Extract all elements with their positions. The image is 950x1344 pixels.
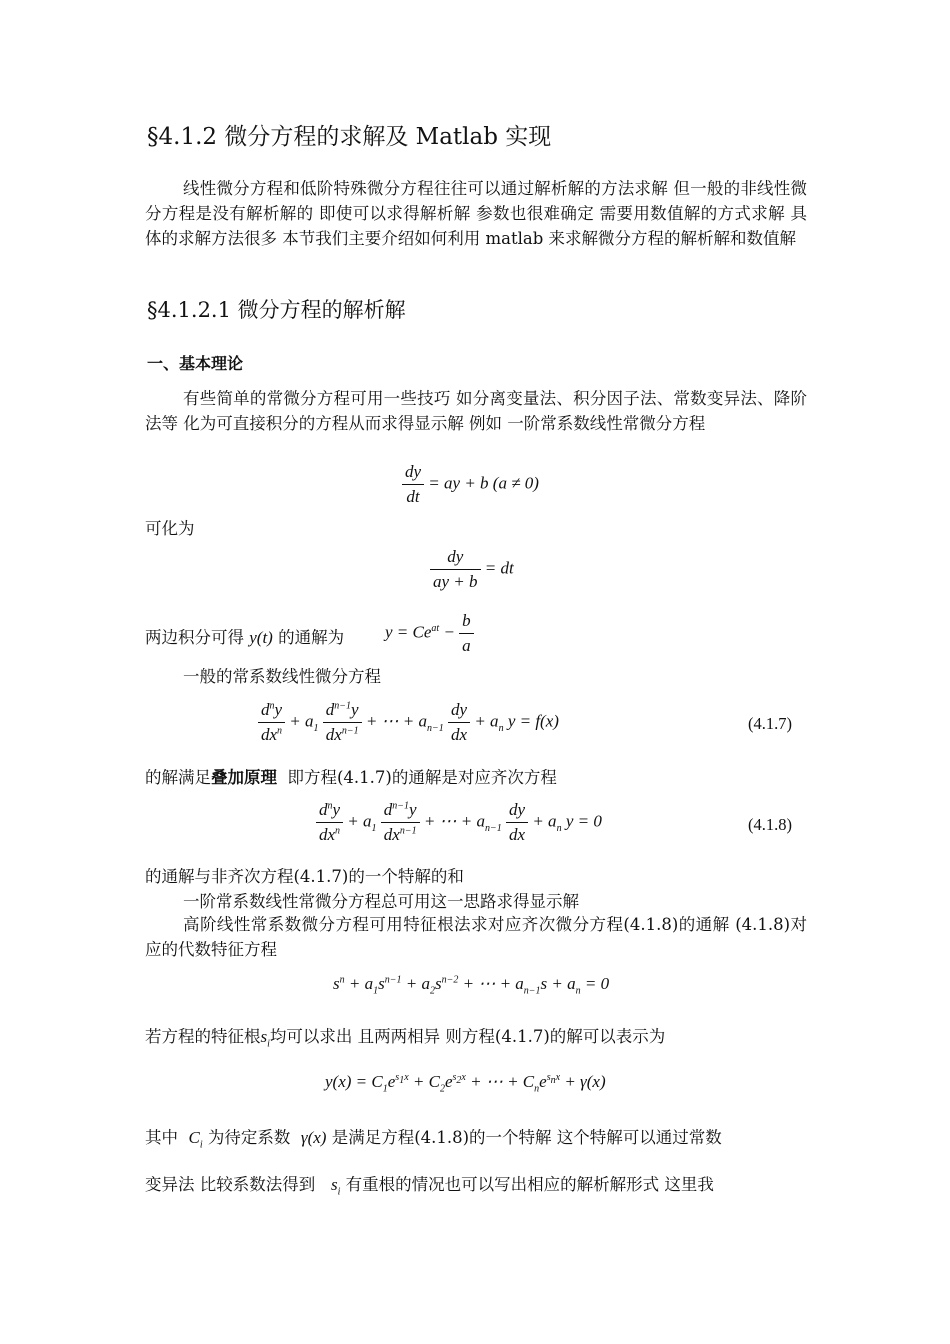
general-linear-text: 一般的常系数线性微分方程 [183, 667, 381, 686]
equation-general-solution: $y = Ce^{at}$ − $\frac{b}{a}$ [385, 611, 474, 656]
first-order-line: 一阶常系数线性常微分方程总可用这一思路求得显示解 [183, 892, 579, 911]
equation-characteristic: $s^n + a_1s^{n-1} + a_2s^{n-2}$ + ⋯ + $a_{n-1}s + a_n = 0$ [333, 974, 610, 997]
equation-homogeneous: $\frac{d^ny}{dx^n}$ + $a_1$ $\frac{d^{n-1}y}{dx^{n-1}}$ + ⋯ + $a_{n-1}$ $\frac{dy}{dx}$ + $a_n$ y = 0 [316, 800, 602, 845]
equation-separated: $\frac{dy}{ay + b}$ = dt [430, 547, 514, 592]
integrate-line: 两边积分可得 y(t) 的通解为 [145, 628, 345, 647]
sum-line: 的通解与非齐次方程(4.1.7)的一个特解的和 [145, 867, 464, 886]
equation-number-4-1-7: (4.1.7) [748, 714, 792, 733]
where-line: 其中 $C_i$ 为待定系数 γ(x) 是满足方程(4.1.8)的一个特解 这个特解可以通过常数 [145, 1128, 722, 1151]
equation-number-4-1-8: (4.1.8) [748, 815, 792, 834]
can-be-text: 可化为 [145, 519, 195, 538]
superposition-line: 的解满足叠加原理 即方程(4.1.7)的通解是对应齐次方程 [145, 768, 557, 787]
equation-nonhomogeneous: $\frac{d^ny}{dx^n}$ + $a_1$ $\frac{d^{n-1}y}{dx^{n-1}}$ + ⋯ + $a_{n-1}$ $\frac{dy}{dx}$ + $a_n$ y = f(x) [258, 700, 559, 745]
intro-paragraph: 线性微分方程和低阶特殊微分方程往往可以通过解析解的方法求解 但一般的非线性微分方程是没有解析解的 即使可以求得解析解 参数也很难确定 需要用数值解的方式求解 具体的求解方法很多 本节我们主要介绍如何利用 matlab 来求解微分方程的解析解和数值解 [145, 179, 807, 248]
equation-first-order: $\frac{dy}{dt}$ = ay + b (a ≠ 0) [402, 462, 539, 507]
subsection-title: §4.1.2.1 微分方程的解析解 [147, 298, 406, 322]
roots-line: 若方程的特征根$s_i$均可以求出 且两两相异 则方程(4.1.7)的解可以表示为 [145, 1027, 666, 1050]
basic-theory-heading: 一、基本理论 [147, 354, 244, 373]
theory-paragraph: 有些简单的常微分方程可用一些技巧 如分离变量法、积分因子法、常数变异法、降阶法等 化为可直接积分的方程从而求得显示解 例如 一阶常系数线性常微分方程 [145, 389, 807, 433]
high-order-paragraph: 高阶线性常系数微分方程可用特征根法求对应齐次微分方程(4.1.8)的通解 (4.1.8)对应的代数特征方程 [145, 915, 807, 959]
equation-solution-form: $y(x) = C_1e^{s_1x} + C_2e^{s_2x}$ + ⋯ + $C_ne^{s_nx} + \gamma(x)$ [325, 1072, 606, 1095]
section-title: §4.1.2 微分方程的求解及 Matlab 实现 [147, 124, 552, 150]
last-line: 变异法 比较系数法得到 $s_i$ 有重根的情况也可以写出相应的解析解形式 这里我 [145, 1175, 714, 1198]
